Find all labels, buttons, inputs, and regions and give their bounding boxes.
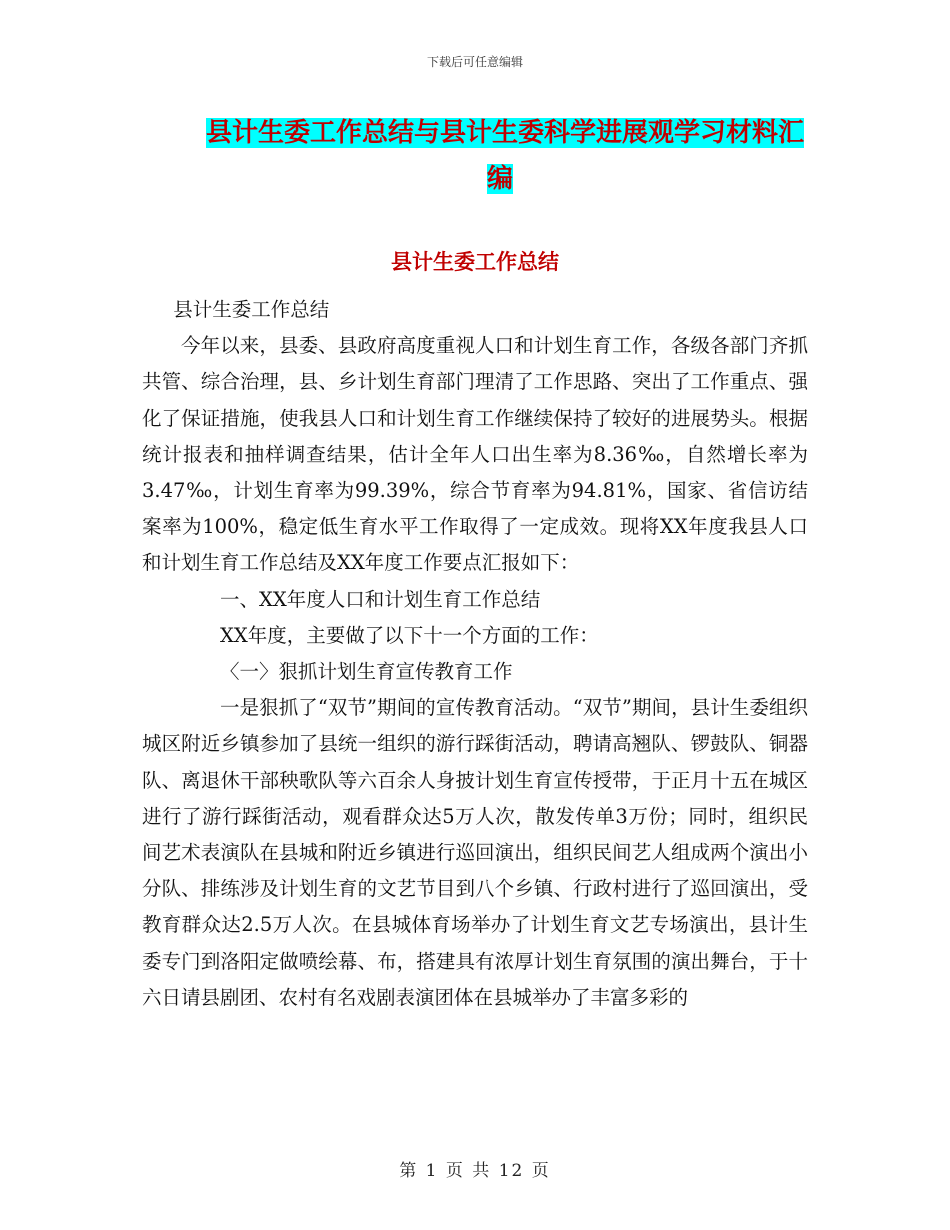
paragraph-overview: XX年度，主要做了以下十一个方面的工作： [220, 623, 599, 647]
paragraph-intro: 今年以来，县委、县政府高度重视人口和计划生育工作，各级各部门齐抓共管、综合治理，县、乡计划生育部门理清了工作思路、突出了工作重点、强化了保证措施，使我县人口和计划生育工作继续保持了较好的进展势头。根据统计报表和抽样调查结果，估计全年人口出生率为8.36‰，自然增长率为3.47‰，计划生育率为99.39%，综合节育率为94.81%，国家、省信访结案率为100%，稳定低生育水平工作取得了一定成效。现将XX年度我县人口和计划生育工作总结及XX年度工作要点汇报如下： [142, 334, 808, 575]
document-body [142, 292, 808, 1016]
paragraph-heading-1: 一、XX年度人口和计划生育工作总结 [220, 587, 541, 611]
paragraph-subtitle: 县计生委工作总结 [173, 298, 330, 321]
header-note: 下载后可任意编辑 [426, 55, 523, 69]
paragraph-detail: 一是狠抓了“双节”期间的宣传教育活动。“双节”期间，县计生委组织城区附近乡镇参加了县统一组织的游行踩街活动，聘请高翘队、锣鼓队、铜器队、离退休干部秧歌队等六百余人身披计划生育宣传授带，于正月十五在城区进行了游行踩街活动，观看群众达5万人次，散发传单3万份；同时，组织民间艺术表演队在县城和附近乡镇进行巡回演出，组织民间艺人组成两个演出小分队、排练涉及计划生育的文艺节目到八个乡镇、行政村进行了巡回演出，受教育群众达2.5万人次。在县城体育场举办了计划生育文艺专场演出，县计生委专门到洛阳定做喷绘幕、布，搭建具有浓厚计划生育氛围的演出舞台，于十六日请县剧团、农村有名戏剧表演团体在县城举办了丰富多彩的 [142, 696, 808, 1009]
document-title [195, 110, 815, 202]
document-title-line-2: 编 [486, 164, 513, 194]
page-footer: 第 1 页 共 12 页 [399, 1161, 551, 1181]
paragraph-heading-sub-1: 〈一〉狠抓计划生育宣传教育工作 [220, 660, 513, 684]
section-title: 县计生委工作总结 [391, 249, 559, 274]
document-title-line-1: 县计生委工作总结与县计生委科学进展观学习材料汇 [205, 118, 804, 148]
